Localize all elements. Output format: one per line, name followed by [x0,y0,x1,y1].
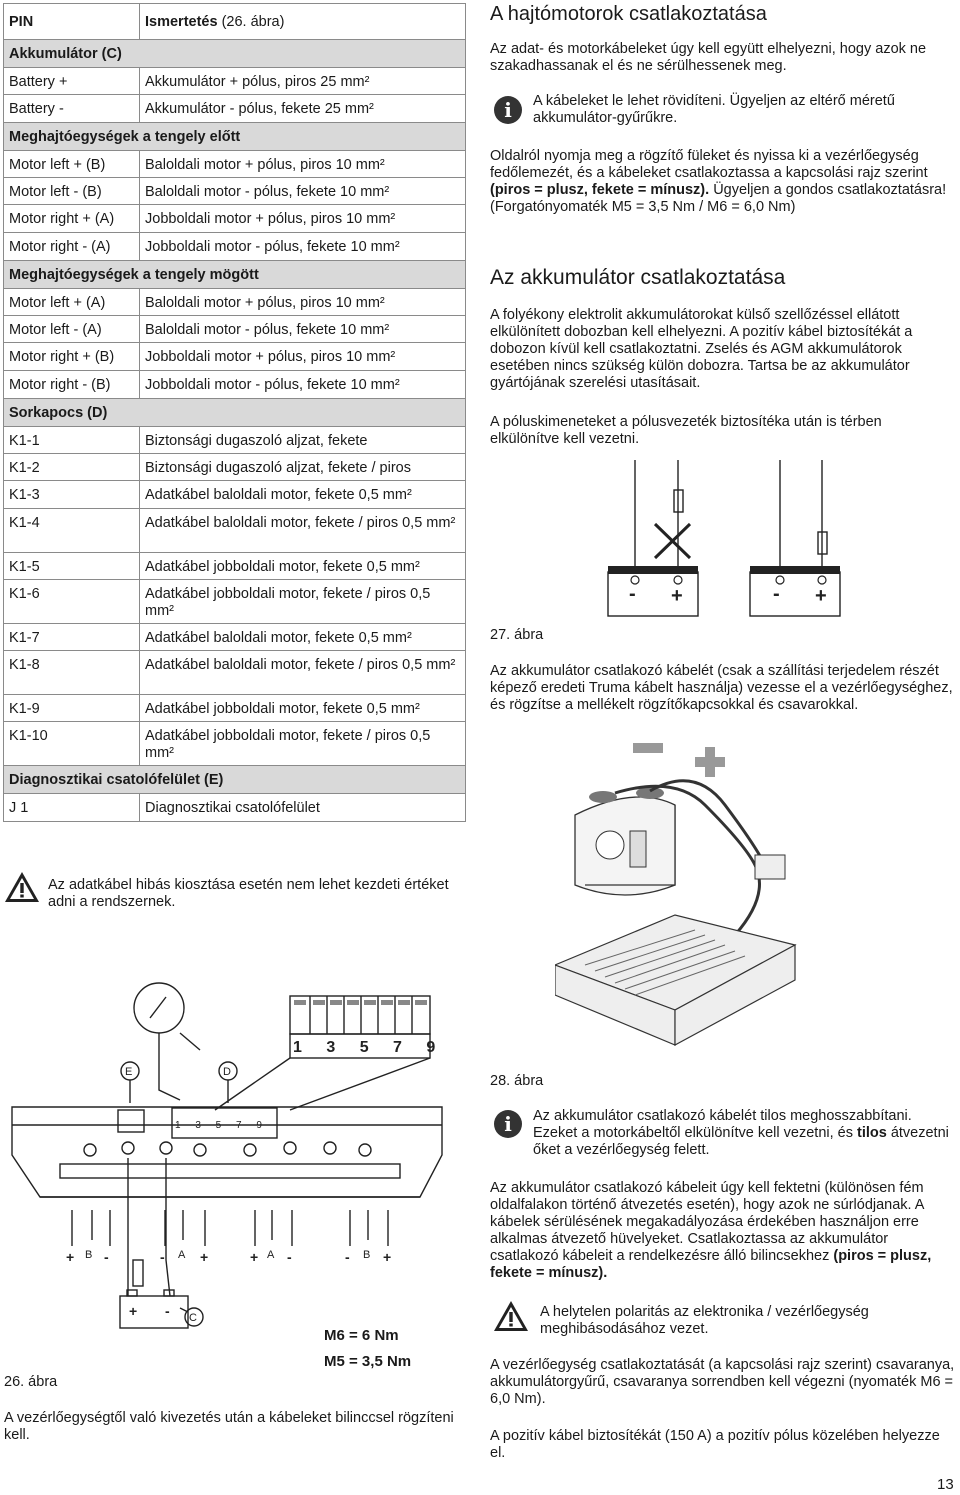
figure-27-caption: 27. ábra [490,627,544,643]
description-cell: Akkumulátor + pólus, piros 25 mm² [140,68,466,95]
svg-text:+: + [383,1249,392,1265]
table-row [4,580,466,624]
description-cell: Adatkábel baloldali motor, fekete / piros 0,5 mm² [140,509,466,553]
table-section-header [4,399,466,427]
paragraph-cables-placement: Az adat- és motorkábeleket úgy kell együtt elhelyezni, hogy azok ne szakadhassanak el és ne sérülhessenek meg. [490,41,927,74]
info-icon: i [494,96,522,124]
table-row [4,794,466,822]
label-c: C [189,1312,197,1324]
description-cell: Baloldali motor - pólus, fekete 10 mm² [140,316,466,343]
device-terminal-numbers: 1 3 5 7 9 [175,1120,268,1131]
description-cell: Adatkábel jobboldali motor, fekete / piros 0,5 mm² [140,580,466,624]
section-title: Sorkapocs (D) [4,399,466,427]
table-row [4,68,466,95]
description-cell: Adatkábel jobboldali motor, fekete / piros 0,5 mm² [140,722,466,766]
description-cell: Jobboldali motor + pólus, piros 10 mm² [140,205,466,233]
pin-cell: Battery - [4,95,140,123]
svg-text:-: - [160,1249,165,1265]
pin-cell: Motor right - (B) [4,371,140,399]
table-row [4,316,466,343]
table-row [4,289,466,316]
polarity-warning: A helytelen polaritás az elektronika / vezérlőegység meghibásodásához vezet. [540,1304,869,1337]
description-cell: Baloldali motor + pólus, piros 10 mm² [140,151,466,178]
description-cell: Adatkábel jobboldali motor, fekete 0,5 mm² [140,553,466,580]
svg-text:+: + [66,1249,75,1265]
info-shorten-cables: A kábeleket le lehet rövidíteni. Ügyeljen az eltérő méretű akkumulátor-gyűrűkre. [533,93,895,126]
heading-battery-connection: Az akkumulátor csatlakoztatása [490,266,786,289]
pin-cell: Motor right + (B) [4,343,140,371]
table-header-pin: PIN [4,4,140,40]
svg-text:-: - [287,1249,292,1265]
pin-cell: K1-10 [4,722,140,766]
svg-text:B: B [85,1249,93,1261]
svg-text:-: - [629,583,636,605]
figure-26-caption: 26. ábra [4,1374,58,1390]
pin-cell: K1-8 [4,651,140,695]
label-d: D [223,1066,231,1078]
svg-text:-: - [104,1249,109,1265]
paragraph-route-cable: Az akkumulátor csatlakozó kábelét (csak a szállítási terjedelem részét képező eredeti Truma kábelt használja) vezesse el a vezérlőegységhez, és rögzítse a mellékelt rögzítőkapcsokkal és csavarokkal. [490,663,953,713]
zoom-terminal-numbers: 1 3 5 7 9 [293,1039,446,1056]
pin-cell: Motor right - (A) [4,233,140,261]
section-title: Meghajtóegységek a tengely mögött [4,261,466,289]
paragraph-battery-box: A folyékony elektrolit akkumulátorokat külső szellőzéssel ellátott elkülönített dobozban kell elhelyezni. A pozitív kábel biztosítékát a dobozon kívül kell csatlakoztatni. Zselés és AGM akkumulátorok esetében nincs szükség külön dobozra. Tartsa be az akkumulátor gyártójának szerelési utasításait. [490,307,913,391]
pin-cell: K1-3 [4,481,140,509]
warning-icon [493,1300,529,1332]
figure-27-diagram [590,460,850,620]
pin-cell: Motor left + (B) [4,151,140,178]
svg-text:B: B [363,1249,371,1261]
table-section-header [4,261,466,289]
warning-icon [4,871,40,903]
description-cell: Adatkábel baloldali motor, fekete 0,5 mm² [140,481,466,509]
table-row [4,454,466,481]
paragraph-fuse-position: A pozitív kábel biztosítékát (150 A) a pozitív pólus közelében helyezze el. [490,1428,940,1461]
table-section-header [4,766,466,794]
svg-text:-: - [345,1249,350,1265]
paragraph-cable-routing: Az akkumulátor csatlakozó kábeleit úgy kell fektetni (különösen fém oldalfalakon történő átvezetés esetén), hogy azok ne súrlódjanak. A kábelek sérülésének megakadályozása érdekében használjon erre alkalmas átvezető hüvelyeket. Csatlakoztassa az akkumulátor csatlakozó kábeleit a rendelkezésre álló bilincsekhez (piros = plusz, fekete = mínusz). [490,1180,932,1281]
svg-text:-: - [773,583,780,605]
paragraph-pole-outputs: A póluskimeneteket a pólusvezeték biztosítéka után is térben elkülönítve kell vezetni. [490,414,882,447]
table-row [4,95,466,123]
pin-cell: K1-9 [4,695,140,722]
description-cell: Adatkábel baloldali motor, fekete / piros 0,5 mm² [140,651,466,695]
pin-cell: K1-7 [4,624,140,651]
description-cell: Baloldali motor + pólus, piros 10 mm² [140,289,466,316]
svg-text:+: + [250,1249,259,1265]
table-row [4,509,466,553]
description-cell: Akkumulátor - pólus, fekete 25 mm² [140,95,466,123]
description-cell: Adatkábel baloldali motor, fekete 0,5 mm² [140,624,466,651]
pin-cell: K1-4 [4,509,140,553]
table-row [4,695,466,722]
table-row [4,151,466,178]
pin-cell: J 1 [4,794,140,822]
table-row [4,205,466,233]
pin-table [3,3,466,822]
data-cable-warning: Az adatkábel hibás kiosztása esetén nem lehet kezdeti értéket adni a rendszernek. [48,877,449,910]
pin-cell: Motor left - (B) [4,178,140,205]
description-cell: Jobboldali motor - pólus, fekete 10 mm² [140,233,466,261]
page-number: 13 [937,1476,954,1493]
section-title: Akkumulátor (C) [4,40,466,68]
svg-text:+: + [671,585,683,607]
svg-text:+: + [129,1303,138,1319]
table-row [4,481,466,509]
section-title: Diagnosztikai csatolófelület (E) [4,766,466,794]
table-row [4,624,466,651]
info-no-extension: Az akkumulátor csatlakozó kábelét tilos meghosszabbítani. Ezeket a motorkábeltől elkülönítve kell vezetni, és tilos átvezetni őket a vezérlőegység felett. [533,1108,949,1158]
table-row [4,553,466,580]
table-row [4,178,466,205]
description-cell: Diagnosztikai csatolófelület [140,794,466,822]
svg-text:+: + [815,585,827,607]
pin-cell: K1-6 [4,580,140,624]
pin-cell: K1-1 [4,427,140,454]
pin-cell: Motor right + (A) [4,205,140,233]
figure-26-note: A vezérlőegységtől való kivezetés után a kábeleket bilinccsel rögzíteni kell. [4,1410,454,1443]
svg-text:A: A [267,1249,275,1261]
pin-cell: Battery + [4,68,140,95]
svg-text:A: A [178,1249,186,1261]
svg-text:+: + [200,1249,209,1265]
table-row [4,371,466,399]
info-icon: i [494,1110,522,1138]
table-row [4,651,466,695]
description-cell: Adatkábel jobboldali motor, fekete 0,5 mm² [140,695,466,722]
table-row [4,343,466,371]
figure-28-illustration [555,735,915,1055]
description-cell: Jobboldali motor - pólus, fekete 10 mm² [140,371,466,399]
paragraph-connection-order: A vezérlőegység csatlakoztatását (a kapcsolási rajz szerint) csavaranya, akkumulátorgyűrű, csavaranya sorrendben kell végezni (nyomaték M6 = 6,0 Nm). [490,1357,955,1407]
table-row [4,427,466,454]
table-row [4,233,466,261]
heading-motor-connection: A hajtómotorok csatlakoztatása [490,3,767,25]
pin-cell: Motor left + (A) [4,289,140,316]
description-cell: Biztonsági dugaszoló aljzat, fekete / piros [140,454,466,481]
paragraph-open-cover: Oldalról nyomja meg a rögzítő füleket és nyissa ki a vezérlőegység fedőlemezét, és a kábeleket csatlakoztassa a kapcsolási rajz szerint (piros = plusz, fekete = mínusz). Ügyeljen a gondos csatlakoztatásra! (Forgatónyomaték M5 = 3,5 Nm / M6 = 6,0 Nm) [490,148,947,215]
pin-cell: K1-2 [4,454,140,481]
description-cell: Jobboldali motor + pólus, piros 10 mm² [140,343,466,371]
description-cell: Baloldali motor - pólus, fekete 10 mm² [140,178,466,205]
description-cell: Biztonsági dugaszoló aljzat, fekete [140,427,466,454]
section-title: Meghajtóegységek a tengely előtt [4,123,466,151]
pin-cell: Motor left - (A) [4,316,140,343]
pin-cell: K1-5 [4,553,140,580]
figure-26-diagram [0,960,470,1370]
table-section-header [4,123,466,151]
label-e: E [125,1066,133,1078]
table-row [4,722,466,766]
svg-text:-: - [165,1303,170,1319]
figure-28-caption: 28. ábra [490,1073,544,1089]
torque-m6: M6 = 6 Nm [324,1327,399,1344]
table-header-desc: Ismertetés (26. ábra) [140,4,466,40]
torque-m5: M5 = 3,5 Nm [324,1353,412,1370]
table-section-header [4,40,466,68]
